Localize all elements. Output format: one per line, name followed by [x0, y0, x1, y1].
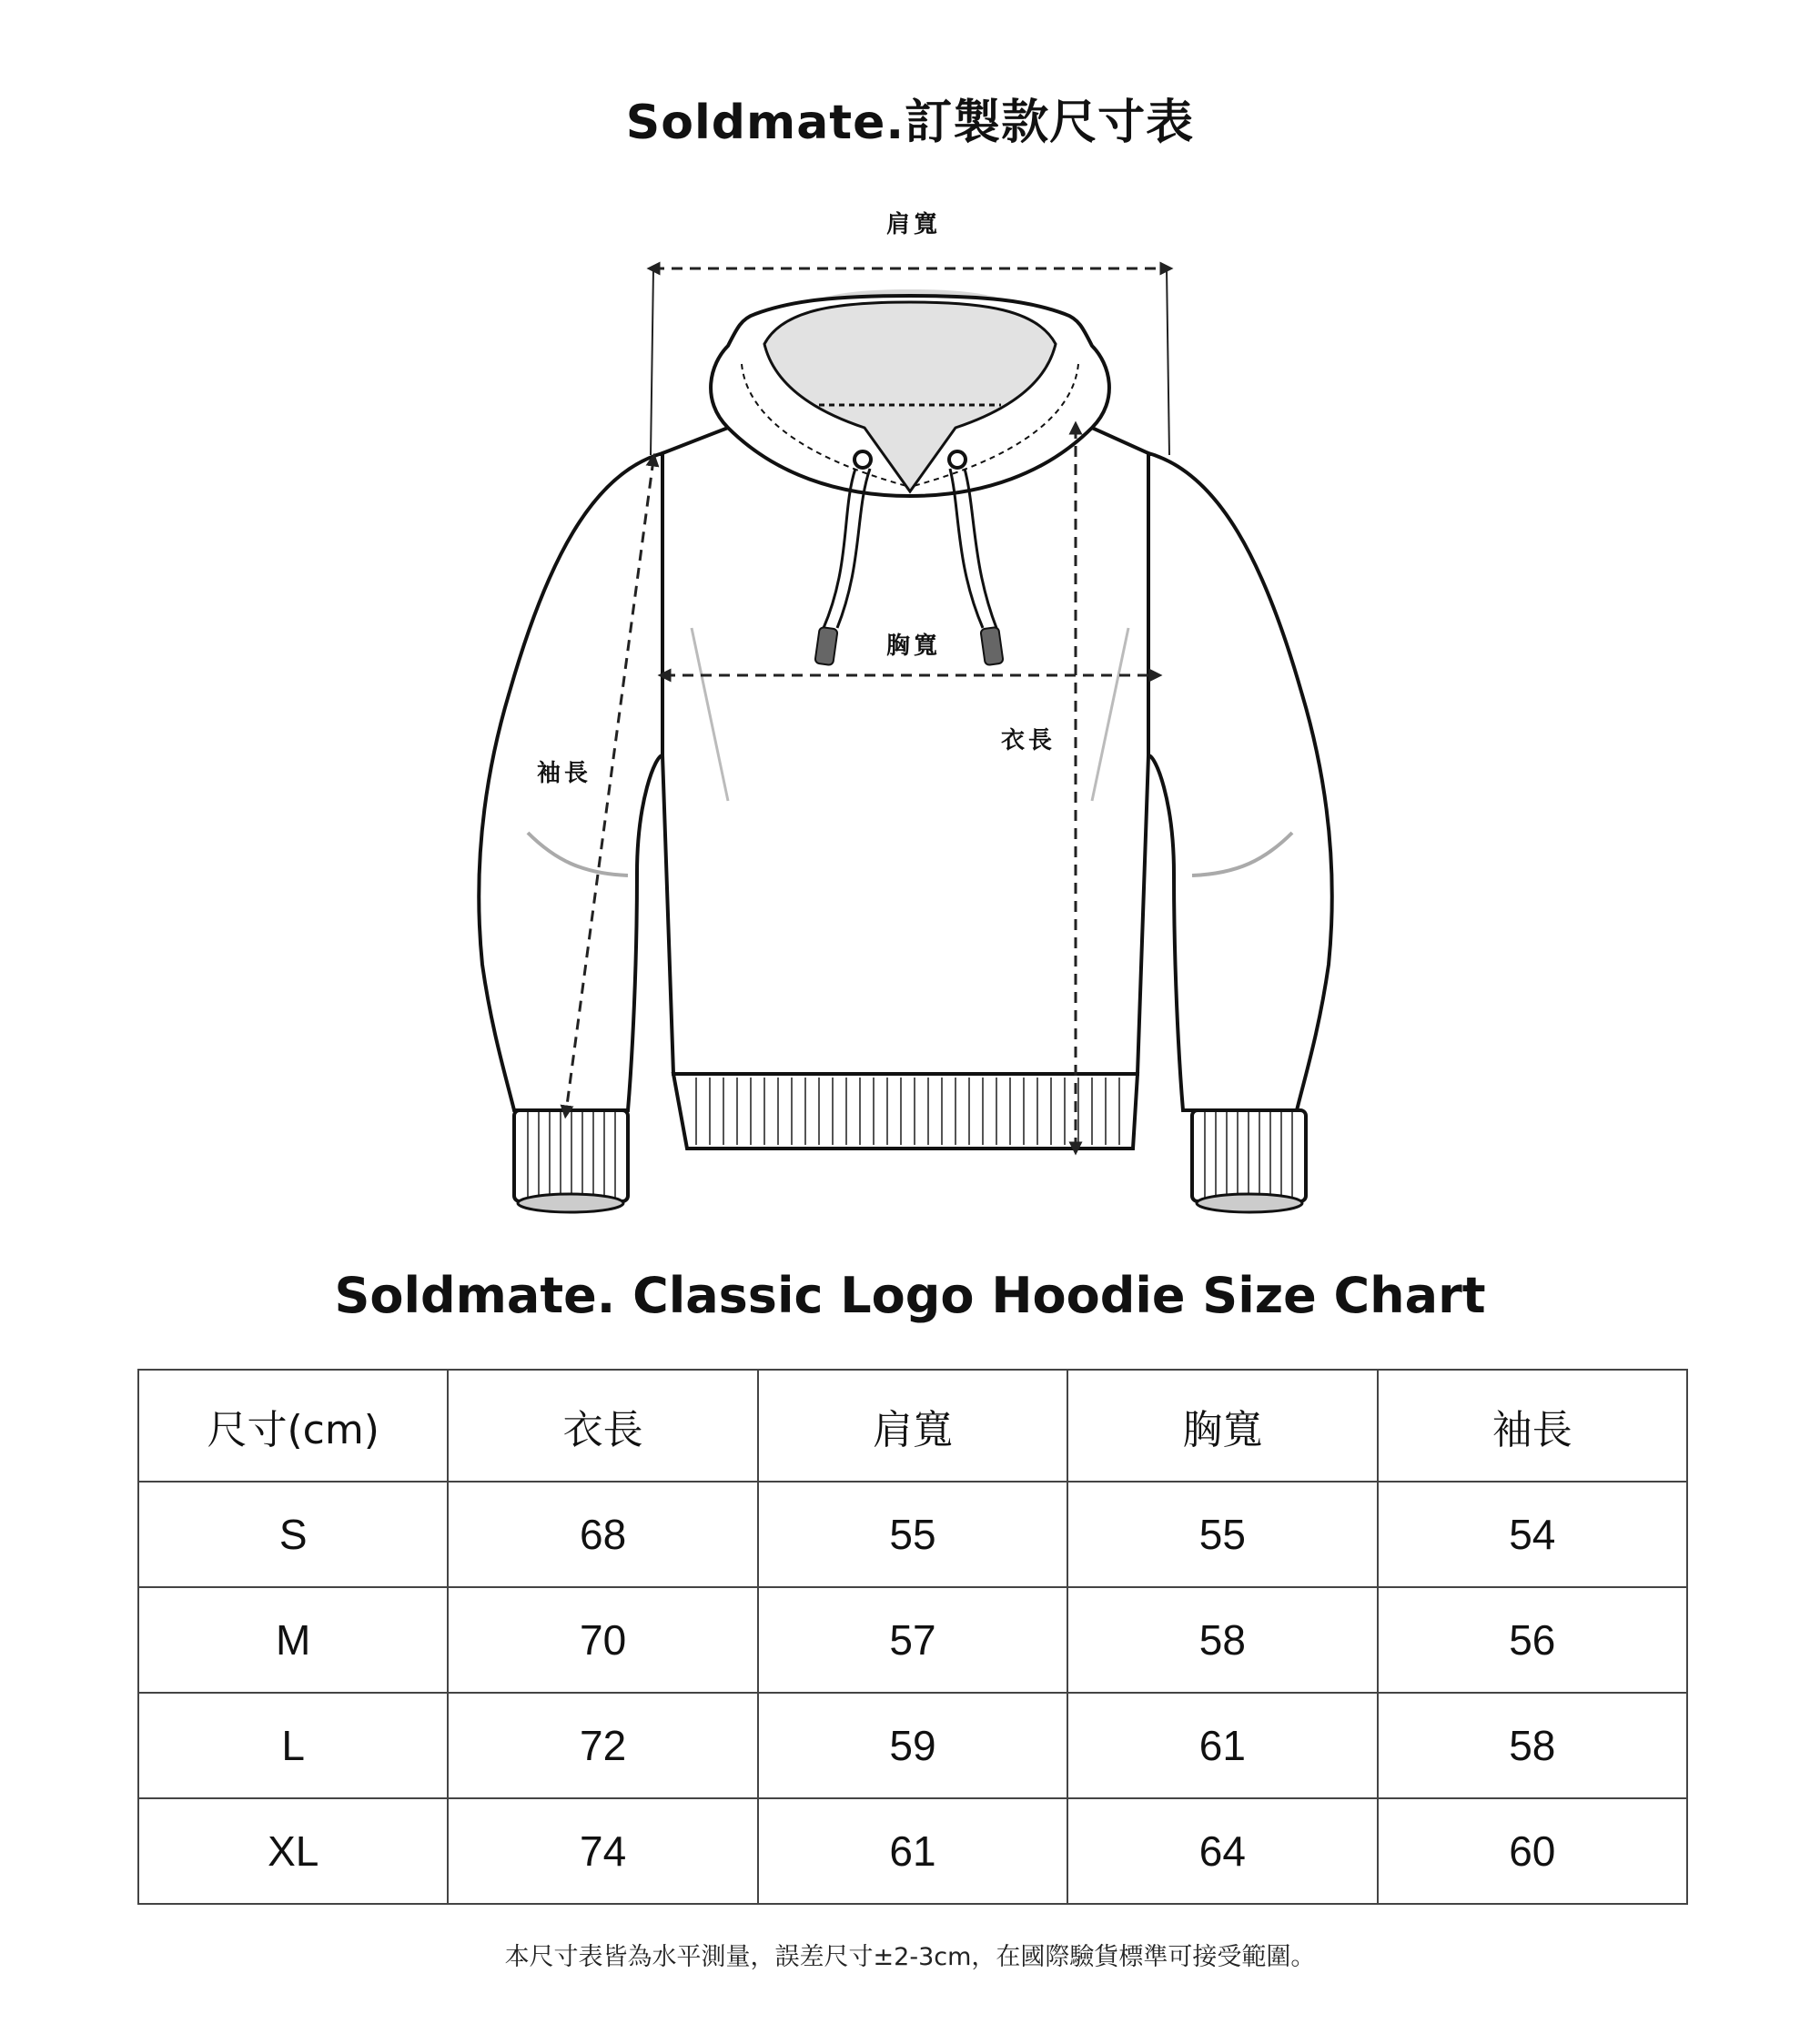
size-table	[137, 1369, 1688, 1905]
cell-size: S	[138, 1482, 448, 1587]
hoodie-right-sleeve	[1148, 453, 1332, 1110]
cell-size: M	[138, 1587, 448, 1693]
cell-sleeve: 56	[1378, 1587, 1687, 1693]
right-cuff	[1192, 1110, 1306, 1212]
page-title-en: Soldmate. Classic Logo Hoodie Size Chart	[334, 1267, 1486, 1324]
header-sleeve: 袖長	[1378, 1370, 1687, 1482]
label-shoulder: 肩寬	[885, 211, 942, 238]
cell-shoulder: 55	[758, 1482, 1067, 1587]
page-title-zh: Soldmate.訂製款尺寸表	[625, 96, 1195, 150]
table-row	[138, 1693, 1687, 1798]
cell-chest: 58	[1067, 1587, 1377, 1693]
footnote: 本尺寸表皆為水平測量，誤差尺寸±2-3cm，在國際驗貨標準可接受範圍。	[504, 1943, 1316, 1971]
header-shoulder: 肩寬	[758, 1370, 1067, 1482]
header-length: 衣長	[448, 1370, 757, 1482]
cell-chest: 64	[1067, 1798, 1377, 1904]
table-header-row	[138, 1370, 1687, 1482]
table-row	[138, 1587, 1687, 1693]
cell-sleeve: 54	[1378, 1482, 1687, 1587]
cell-size: XL	[138, 1798, 448, 1904]
label-chest: 胸寬	[885, 632, 942, 660]
cell-length: 72	[448, 1693, 757, 1798]
cell-sleeve: 60	[1378, 1798, 1687, 1904]
label-sleeve: 袖長	[536, 760, 592, 787]
waistband	[673, 1074, 1138, 1149]
header-chest: 胸寬	[1067, 1370, 1377, 1482]
left-cuff	[514, 1110, 628, 1212]
cell-size: L	[138, 1693, 448, 1798]
cell-length: 68	[448, 1482, 757, 1587]
header-size: 尺寸(cm)	[138, 1370, 448, 1482]
cell-length: 70	[448, 1587, 757, 1693]
label-length: 衣長	[1000, 727, 1057, 754]
cell-shoulder: 59	[758, 1693, 1067, 1798]
cell-sleeve: 58	[1378, 1693, 1687, 1798]
cell-chest: 55	[1067, 1482, 1377, 1587]
table-row	[138, 1482, 1687, 1587]
table-row	[138, 1798, 1687, 1904]
cell-length: 74	[448, 1798, 757, 1904]
cell-chest: 61	[1067, 1693, 1377, 1798]
cell-shoulder: 57	[758, 1587, 1067, 1693]
cell-shoulder: 61	[758, 1798, 1067, 1904]
